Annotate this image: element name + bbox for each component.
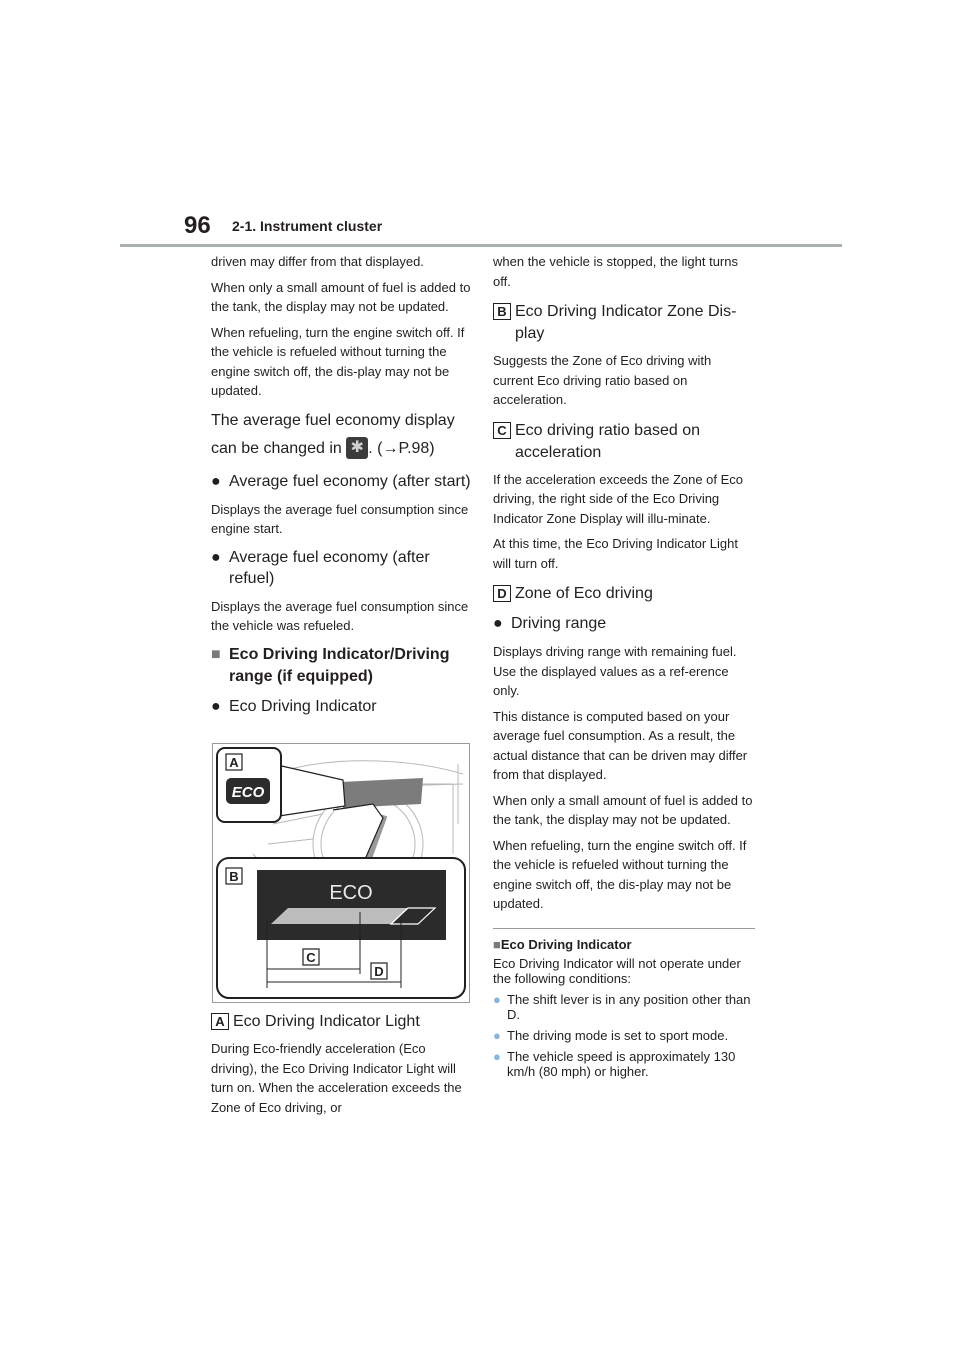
letter-box-a: A [211,1013,229,1030]
note-bullet-text: The vehicle speed is approximately 130 km/h (80 mph) or higher. [507,1048,736,1079]
header-rule [120,244,842,247]
note-bullet [493,992,755,1022]
paragraph: This distance is computed based on your average fuel consumption. As a result, the actual distance that can be driven may differ from that displayed. [493,708,748,782]
note-divider [493,928,755,929]
subsection-heading [211,644,473,688]
label-heading-b [493,301,755,345]
letter-box-d: D [493,585,511,602]
paragraph: driven may differ from that displayed. [211,254,424,269]
letter-box-b: B [493,303,511,320]
paragraph-large [211,407,473,463]
paragraph: When refueling, turn the engine switch off. If the vehicle is refueled without turning the engine switch off, the dis-play may not be updated. [211,324,465,398]
label-heading-c [493,420,755,464]
bullet-label: Eco Driving Indicator [229,697,377,715]
paragraph: Displays the average fuel consumption since engine start. [211,501,469,536]
text: The average fuel economy display [211,411,455,429]
label-a: A [229,755,239,770]
circle-bullet-icon: ● [493,1048,501,1064]
square-bullet-icon: ■ [493,936,501,952]
bullet-dot-icon: ● [211,472,221,490]
circle-bullet-icon: ● [493,991,501,1007]
label-b: B [229,869,239,884]
label-c: C [306,950,316,965]
left-column-lower [211,1011,473,1123]
paragraph: when the vehicle is stopped, the light turns off. [493,254,738,289]
note-heading-text: Eco Driving Indicator [500,936,632,952]
label-text: Eco Driving Indicator Light [233,1013,420,1030]
bullet-dot-icon: ● [211,548,221,566]
paragraph: When refueling, turn the engine switch off. If the vehicle is refueled without turning the engine switch off, the dis-play may not be updated. [493,837,747,911]
heading-text: Eco Driving Indicator/Driving range (if equipped) [229,645,450,685]
bullet-item [211,471,473,492]
bullet-label: Average fuel economy (after refuel) [229,548,430,587]
paragraph: At this time, the Eco Driving Indicator Light will turn off. [493,536,738,571]
label-text: Zone of Eco driving [515,585,653,602]
bullet-label: Driving range [511,615,607,632]
letter-box-c: C [493,422,511,439]
bullet-item [211,696,473,717]
section-title: 2-1. Instrument cluster [232,218,383,234]
text: can be changed in [211,439,342,457]
paragraph: When only a small amount of fuel is added to the tank, the display may not be updated. [211,279,471,314]
text: . (→P.98) [368,439,435,457]
circle-bullet-icon: ● [493,1027,501,1043]
label-d: D [374,964,384,979]
paragraph: Displays driving range with remaining fuel. Use the displayed values as a ref-erence only. [493,644,737,698]
note-paragraph: Eco Driving Indicator will not operate under the following conditions: [493,955,741,986]
label-text: Eco driving ratio based on acceleration [515,421,700,461]
paragraph: Displays the average fuel consumption since the vehicle was refueled. [211,598,469,633]
eco-display-text: ECO [329,882,373,904]
label-text: Eco Driving Indicator Zone Dis-play [515,303,737,342]
left-column [211,252,473,725]
eco-badge-text: ECO [231,784,265,801]
bullet-label: Average fuel economy (after start) [229,472,471,490]
paragraph: If the acceleration exceeds the Zone of Eco driving, the right side of the Eco Driving Indicator Zone Display will illu-minate. [493,471,744,526]
dashboard-illustration [213,744,469,1002]
paragraph: When only a small amount of fuel is added to the tank, the display may not be updated. [493,792,753,827]
square-bullet-icon: ■ [211,645,221,663]
bullet-dot-icon: ● [493,615,503,632]
label-heading-a [211,1011,473,1033]
paragraph: Suggests the Zone of Eco driving with current Eco driving ratio based on acceleration. [493,353,712,407]
note-heading [493,937,755,952]
note-bullet [493,1028,755,1043]
note-bullet-text: The driving mode is set to sport mode. [507,1027,729,1043]
label-heading-d [493,583,755,605]
bullet-item [493,613,755,634]
bullet-dot-icon: ● [211,697,221,715]
note-bullet-text: The shift lever is in any position other than D. [507,991,751,1022]
settings-gear-icon: ✱ [346,437,368,459]
eco-indicator-figure [212,743,470,1003]
note-bullet [493,1049,755,1079]
paragraph: During Eco-friendly acceleration (Eco driving), the Eco Driving Indicator Light will turn on. When the acceleration exceeds the Zone of Eco driving, or [211,1041,462,1115]
right-column [493,252,755,1085]
bullet-item [211,547,473,589]
page-number: 96 [184,212,211,239]
